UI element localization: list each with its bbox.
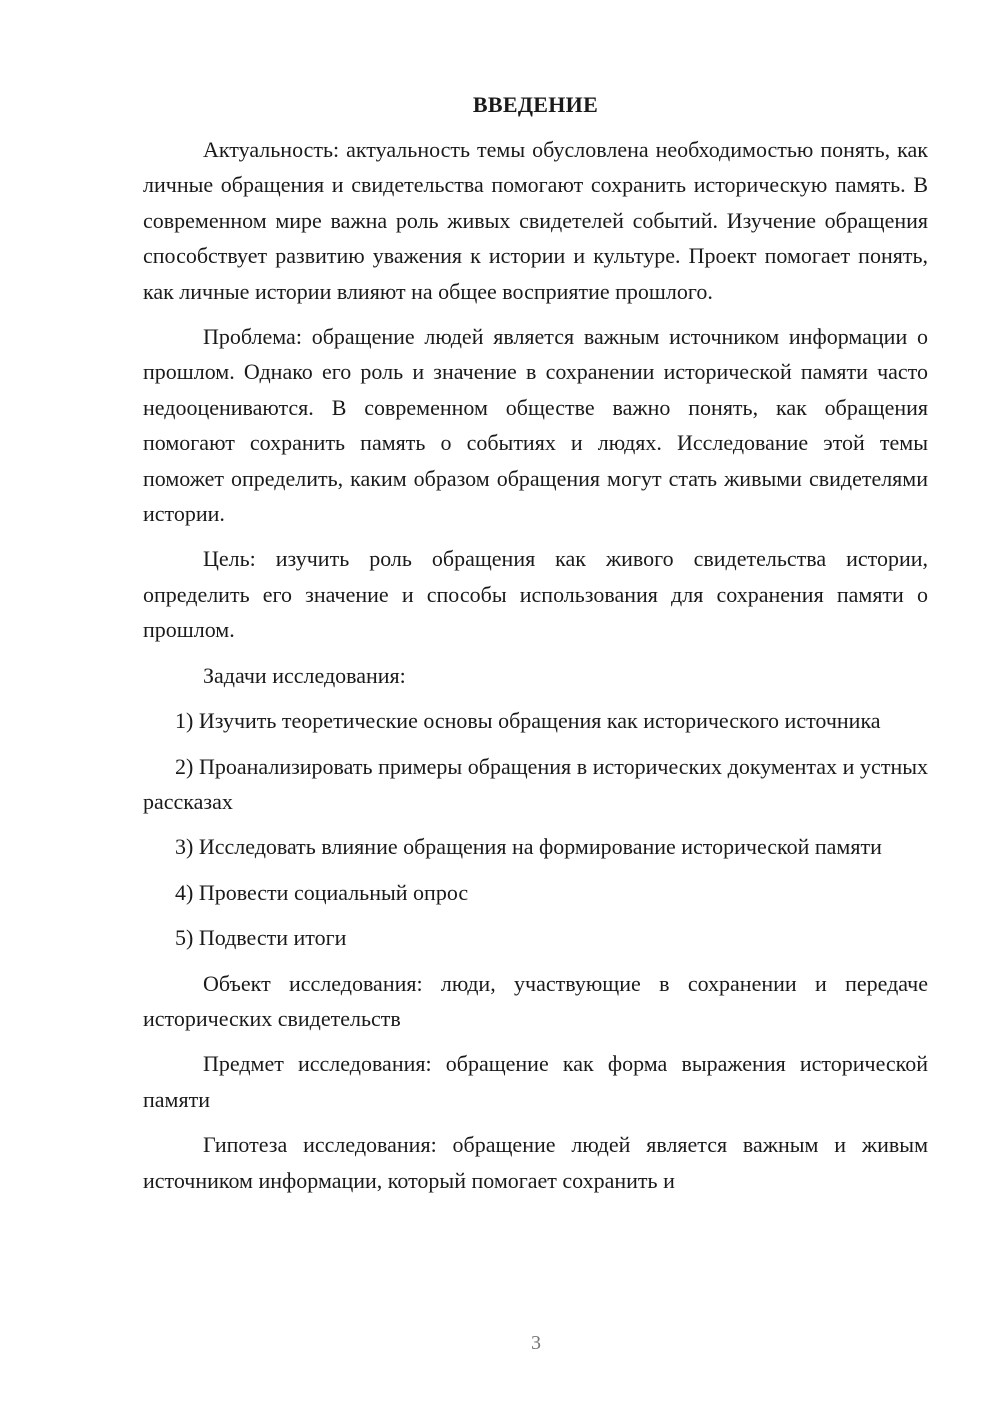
task-item-2: 2) Проанализировать примеры обращения в исторических документах и устных рассказах: [143, 753, 928, 814]
document-page: [143, 92, 928, 1208]
paragraph-subject: Предмет исследования: обращение как форма выражения исторической памяти: [143, 1051, 928, 1112]
paragraph-hypothesis: Гипотеза исследования: обращение людей является важным и живым источником информации, который помогает сохранить и: [143, 1132, 928, 1193]
section-title: ВВЕДЕНИЕ: [472, 92, 599, 117]
task-item-3: 3) Исследовать влияние обращения на формирование исторической памяти: [175, 834, 882, 860]
paragraph-tasks-heading: Задачи исследования:: [203, 662, 406, 688]
paragraph-relevance: Актуальность: актуальность темы обусловлена необходимостью понять, как личные обращения и свидетельства помогают сохранить историческую память. В современном мире важна роль живых свидетелей событий. Изучение обращения способствует развитию уважения к истории и культуре. Проект помогает понять, как личные истории влияют на общее восприятие прошлого.: [143, 137, 928, 304]
page-number: 3: [531, 1332, 541, 1354]
paragraph-goal: Цель: изучить роль обращения как живого свидетельства истории, определить его значение и способы использования для сохранения памяти о прошлом.: [143, 546, 928, 643]
paragraph-problem: Проблема: обращение людей является важным источником информации о прошлом. Однако его роль и значение в сохранении исторической памяти часто недооцениваются. В современном обществе важно понять, как обращения помогают сохранить память о событиях и людях. Исследование этой темы поможет определить, каким образом обращения могут стать живыми свидетелями истории.: [143, 324, 928, 527]
task-item-1: 1) Изучить теоретические основы обращения как исторического источника: [175, 708, 881, 734]
task-item-4: 4) Провести социальный опрос: [175, 879, 469, 905]
task-item-5: 5) Подвести итоги: [175, 925, 347, 951]
paragraph-object: Объект исследования: люди, участвующие в сохранении и передаче исторических свидетельств: [143, 970, 928, 1031]
